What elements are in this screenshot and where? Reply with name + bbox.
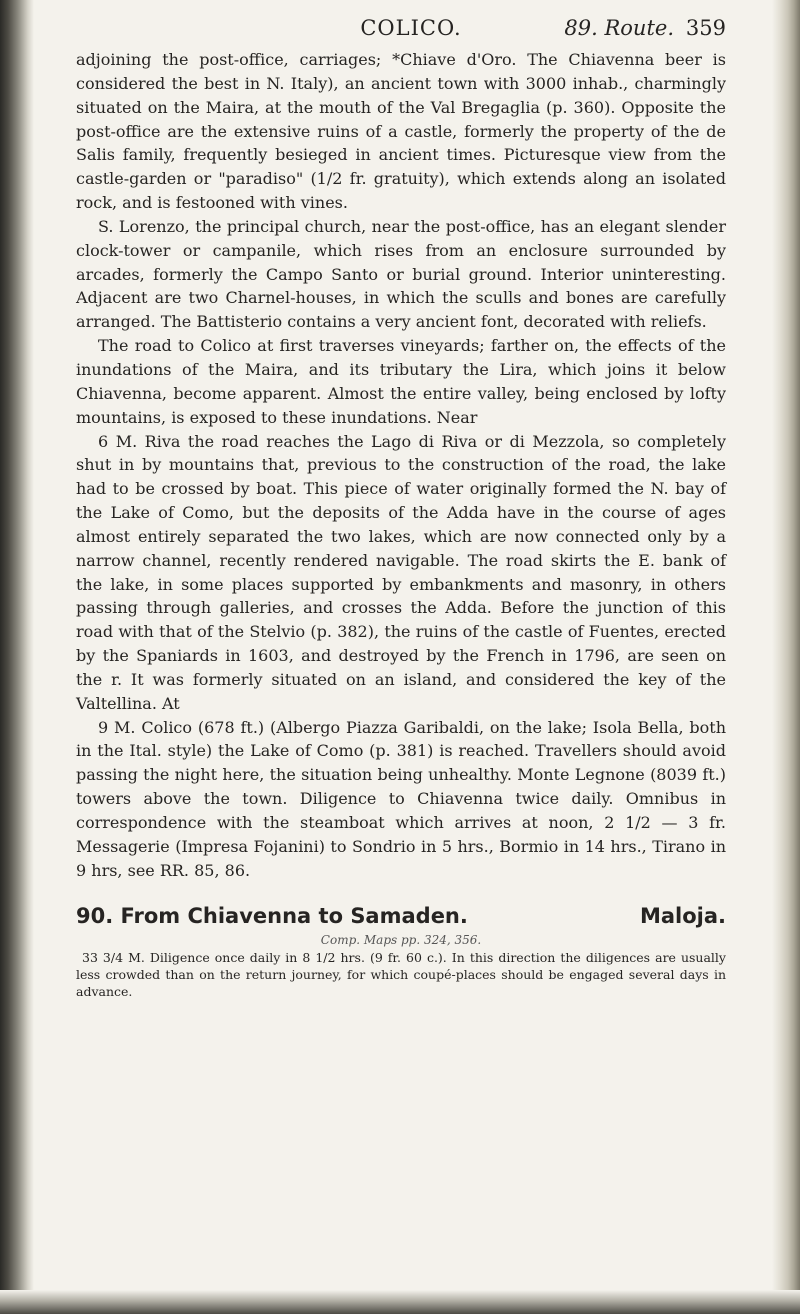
route-note (76, 949, 726, 1000)
running-header (76, 8, 726, 48)
page-number: 359 (685, 16, 726, 40)
body-text (76, 48, 726, 883)
route-heading-right: Maloja. (639, 903, 726, 928)
page-bottom-shadow (0, 1290, 800, 1314)
book-page (76, 8, 726, 1000)
paragraph-road-to-colico: The road to Colico at first traverses vineyards; farther on, the effects of the inundations of the Maira, and its tributary the Lira, which joins it below Chiavenna, become apparent. Almost the entire valley, being enclosed by lofty mountains, is exposed to these inundations. Near (76, 336, 726, 427)
paragraph-riva: 6 M. Riva the road reaches the Lago di Riva or di Mezzola, so completely shut in by mountains that, previous to the construction of the road, the lake had to be crossed by boat. This piece of water originally formed the N. bay of the Lake of Como, but the deposits of the Adda have in the course of ages almost entirely separated the two lakes, which are now connected only by a narrow channel, recently rendered navigable. The road skirts the E. bank of the lake, in some places supported by embankments and masonry, in others passing through galleries, and crosses the Adda. Before the junction of this road with that of the Stelvio (p. 382), the ruins of the castle of Fuentes, erected by the Spaniards in 1603, and destroyed by the French in 1796, are seen on the r. It was formerly situated on an island, and considered the key of the Valtellina. At (76, 431, 726, 713)
paragraph-san-lorenzo: S. Lorenzo, the principal church, near the post-office, has an elegant slender clock-tower or campanile, which rises from an enclosure surrounded by arcades, formerly the Campo Santo or burial ground. Interior uninteresting. Adjacent are two Charnel-houses, in which the sculls and bones are carefully arranged. The Battisterio contains a very ancient font, decorated with reliefs. (76, 216, 726, 332)
diligence-note: 33 3/4 M. Diligence once daily in 8 1/2 hrs. (9 fr. 60 c.). In this direction the diligences are usually less crowded than on the return journey, for which coupé-places should be engaged several days in advance. (76, 949, 726, 999)
maps-reference: Comp. Maps pp. 324, 356. (320, 932, 482, 947)
page-binding-shadow (0, 0, 34, 1314)
header-title: COLICO. (360, 16, 462, 40)
page-edge-shadow (772, 0, 800, 1314)
header-route: 89. Route. (564, 16, 674, 40)
route-heading (76, 901, 726, 931)
paragraph-chiavenna: adjoining the post-office, carriages; *Chiave d'Oro. The Chiavenna beer is considered the best in N. Italy), an ancient town with 3000 inhab., charmingly situated on the Maira, at the mouth of the Val Bregaglia (p. 360). Opposite the post-office are the extensive ruins of a castle, formerly the property of the de Salis family, frequently besieged in ancient times. Picturesque view from the castle-garden or "paradiso" (1/2 fr. gratuity), which extends along an isolated rock, and is festooned with vines. (76, 50, 726, 213)
paragraph-colico: 9 M. Colico (678 ft.) (Albergo Piazza Garibaldi, on the lake; Isola Bella, both in the Ital. style) the Lake of Como (p. 381) is reached. Travellers should avoid passing the night here, the situation being unhealthy. Monte Legnone (8039 ft.) towers above the town. Diligence to Chiavenna twice daily. Omnibus in correspondence with the steamboat which arrives at noon, 2 1/2 — 3 fr. Messagerie (Impresa Fojanini) to Sondrio in 5 hrs., Bormio in 14 hrs., Tirano in 9 hrs, see RR. 85, 86. (76, 717, 726, 880)
route-heading-title: 90. From Chiavenna to Samaden. (76, 903, 468, 928)
